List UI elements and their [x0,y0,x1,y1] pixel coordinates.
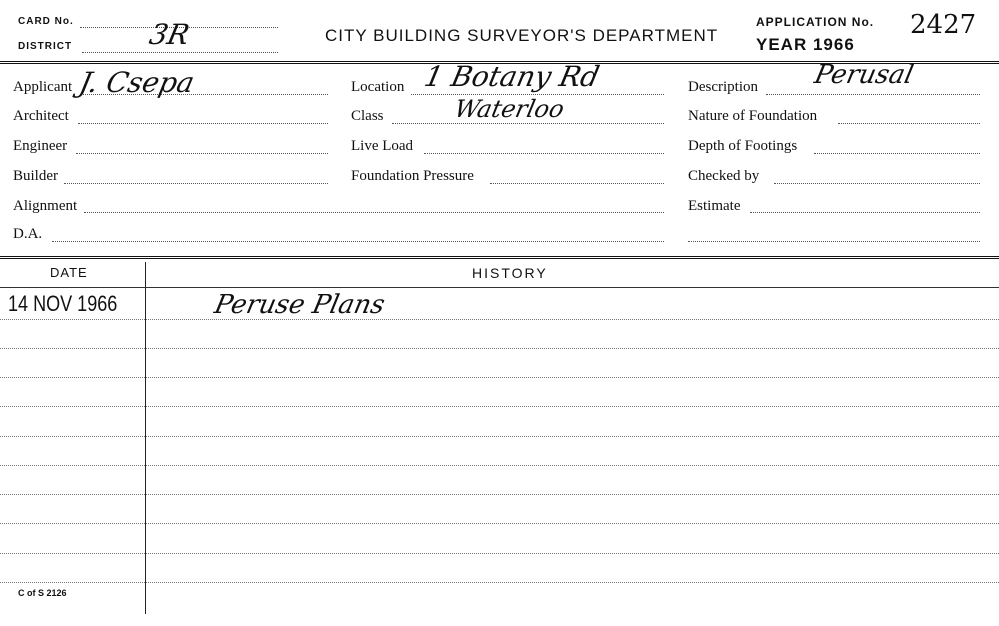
engineer-label: Engineer [13,138,68,154]
history-rule [0,494,999,495]
history-header-rule [0,287,999,288]
engineer-line [76,153,328,154]
application-no-label: APPLICATION No. [756,15,875,29]
description-line [766,94,980,95]
description-label: Description [688,79,758,95]
depth-of-footings-label: Depth of Footings [688,138,798,154]
history-rule [0,406,999,407]
history-entry-text: Peruse Plans [211,290,388,320]
architect-label: Architect [13,108,69,124]
district-dotted-line [82,52,278,53]
location-label: Location [351,79,405,95]
alignment-label: Alignment [13,198,78,214]
applicant-value: J. Csepa [76,66,198,99]
builder-label: Builder [13,168,58,184]
history-rule [0,553,999,554]
estimate-label: Estimate [688,198,741,214]
builder-line [64,183,328,184]
history-rule [0,348,999,349]
live-load-line [424,153,664,154]
class-value: Waterloo [452,95,567,123]
history-rule [0,465,999,466]
nature-of-foundation-label: Nature of Foundation [688,108,818,124]
location-value: 1 Botany Rd [421,60,603,93]
applicant-label: Applicant [13,79,73,95]
district-label: DISTRICT [18,41,73,52]
nature-of-foundation-line [838,123,980,124]
estimate-line [750,212,980,213]
card-no-label: CARD No. [18,16,74,27]
depth-of-footings-line [814,153,980,154]
checked-by-line [774,183,980,184]
estimate-extra-line [688,241,980,242]
history-rule [0,319,999,320]
application-number: 2427 [910,10,977,40]
department-title: CITY BUILDING SURVEYOR'S DEPARTMENT [325,26,719,45]
card-no-value: 3R [146,18,193,51]
class-line [392,123,664,124]
description-value: Perusal [811,60,917,90]
history-rule [0,436,999,437]
date-header: DATE [50,265,88,280]
history-header: HISTORY [472,265,548,281]
live-load-label: Live Load [351,138,414,154]
alignment-line [84,212,664,213]
da-line [52,241,664,242]
foundation-pressure-line [490,183,664,184]
history-rule [0,582,999,583]
date-column-divider [145,262,146,614]
history-rule [0,523,999,524]
architect-line [78,123,328,124]
history-entry-date: 14 NOV 1966 [8,291,118,316]
history-rule [0,377,999,378]
checked-by-label: Checked by [688,168,760,184]
da-label: D.A. [13,226,43,242]
history-divider [0,256,999,259]
class-label: Class [351,108,384,124]
form-code: C of S 2126 [18,588,67,598]
year-label: YEAR 1966 [756,35,855,54]
foundation-pressure-label: Foundation Pressure [351,168,474,184]
